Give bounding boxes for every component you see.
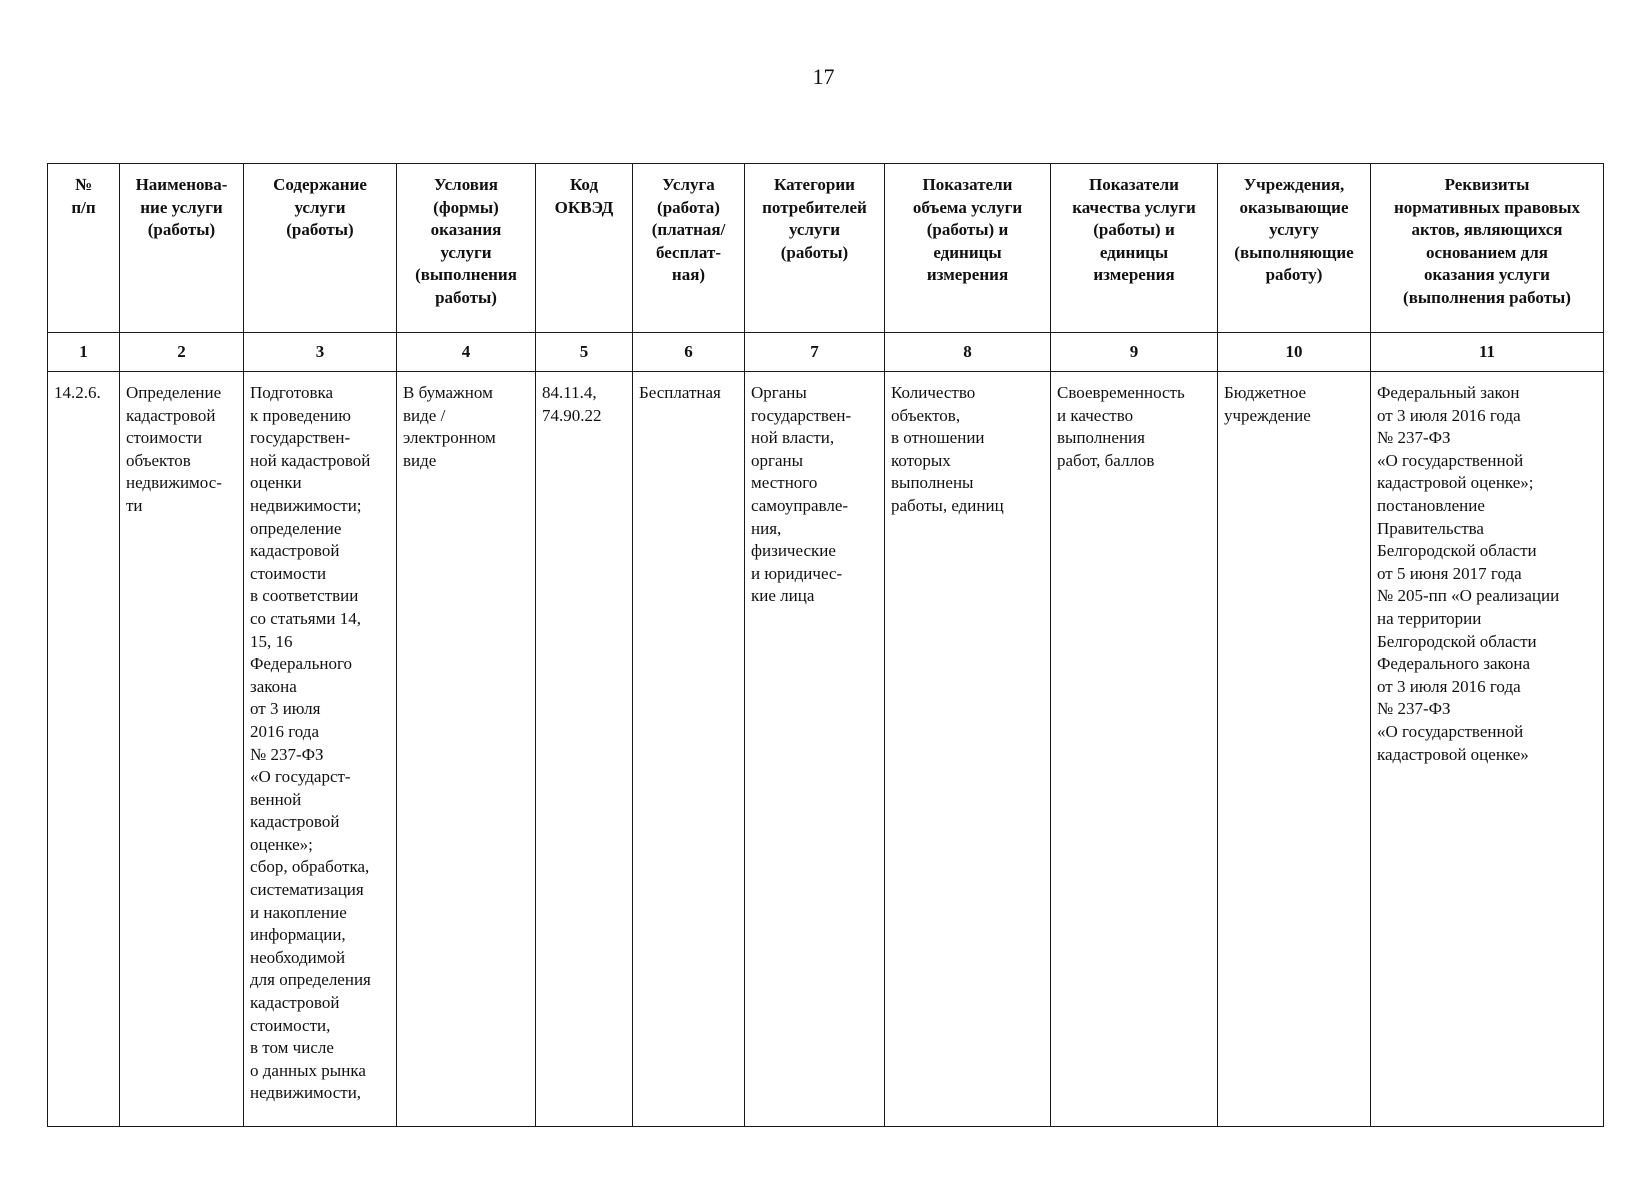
column-number: 10 [1218,333,1371,372]
cell-conditions: В бумажном виде / электронном виде [397,372,536,1127]
header-service-content: Содержание услуги (работы) [244,164,397,333]
column-numbers-row [48,333,1604,372]
cell-paid-free: Бесплатная [633,372,745,1127]
header-service-name: Наименова- ние услуги (работы) [120,164,244,333]
page-number: 17 [812,64,835,89]
header-volume-indicators: Показатели объема услуги (работы) и единицы измерения [885,164,1051,333]
column-number: 8 [885,333,1051,372]
header-conditions: Условия (формы) оказания услуги (выполнения работы) [397,164,536,333]
header-row [48,164,1604,333]
cell-okved: 84.11.4, 74.90.22 [536,372,633,1127]
cell-consumers: Органы государствен- ной власти, органы местного самоуправле- ния, физические и юридичес- кие лица [745,372,885,1127]
cell-number: 14.2.6. [48,372,120,1127]
cell-service-content: Подготовка к проведению государствен- ной кадастровой оценки недвижимости; определение кадастровой стоимости в соответствии со статьями 14, 15, 16 Федерального закона от 3 июля 2016 года № 237-ФЗ «О государст- венной кадастровой оценке»; сбор, обработка, систематизация и накопление информации, необходимой для определения кадастровой стоимости, в том числе о данных рынка недвижимости, [244,372,397,1127]
header-quality-indicators: Показатели качества услуги (работы) и единицы измерения [1051,164,1218,333]
cell-service-name: Определение кадастровой стоимости объектов недвижимос- ти [120,372,244,1127]
column-number: 7 [745,333,885,372]
cell-institutions: Бюджетное учреждение [1218,372,1371,1127]
column-number: 1 [48,333,120,372]
table-row [48,372,1604,1127]
column-number: 4 [397,333,536,372]
cell-volume-indicators: Количество объектов, в отношении которых выполнены работы, единиц [885,372,1051,1127]
cell-legal-acts: Федеральный закон от 3 июля 2016 года № 237-ФЗ «О государственной кадастровой оценке»; постановление Правительства Белгородской области от 5 июня 2017 года № 205-пп «О реализации на территории Белгородской области Федерального закона от 3 июля 2016 года № 237-ФЗ «О государственной кадастровой оценке» [1371,372,1604,1127]
header-paid-free: Услуга (работа) (платная/ бесплат- ная) [633,164,745,333]
column-number: 5 [536,333,633,372]
column-number: 9 [1051,333,1218,372]
cell-quality-indicators: Своевременность и качество выполнения работ, баллов [1051,372,1218,1127]
column-number: 11 [1371,333,1604,372]
column-number: 3 [244,333,397,372]
column-number: 6 [633,333,745,372]
services-table [47,163,1604,1127]
header-number: № п/п [48,164,120,333]
header-okved: Код ОКВЭД [536,164,633,333]
header-consumers: Категории потребителей услуги (работы) [745,164,885,333]
header-institutions: Учреждения, оказывающие услугу (выполняющие работу) [1218,164,1371,333]
column-number: 2 [120,333,244,372]
header-legal-acts: Реквизиты нормативных правовых актов, являющихся основанием для оказания услуги (выполнения работы) [1371,164,1604,333]
